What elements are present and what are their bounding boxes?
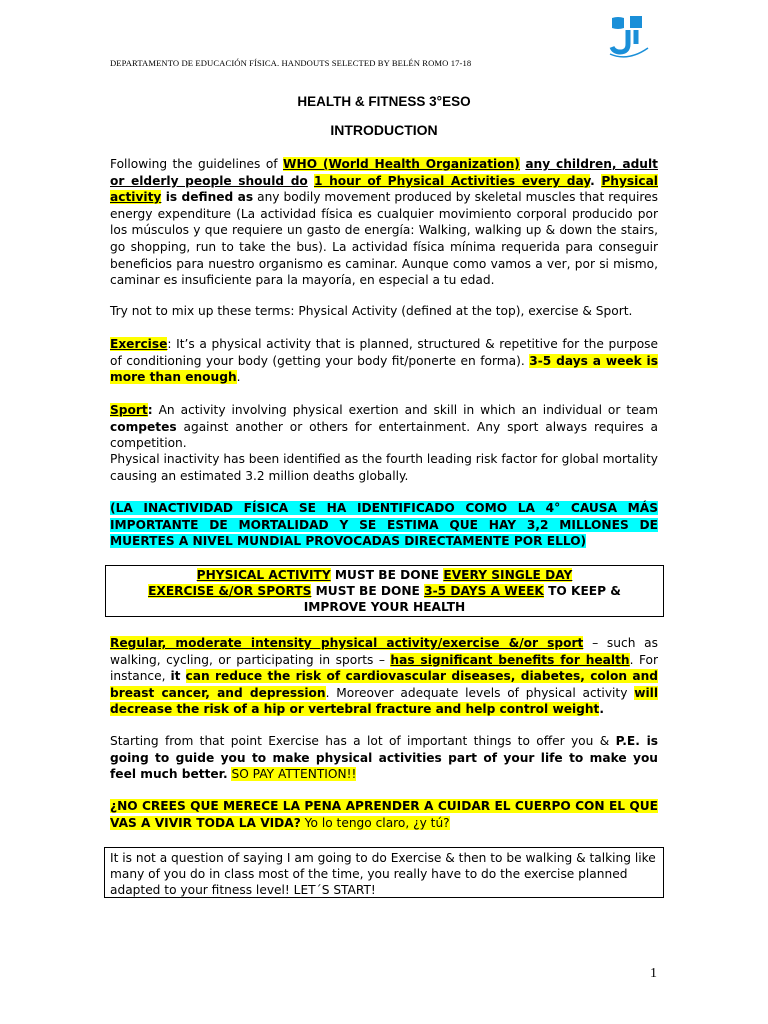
document-title: HEALTH & FITNESS 3°ESO	[297, 94, 471, 109]
pe-paragraph: Starting from that point Exercise has a lot of important things to offer you & P.E. is going to guide you to make physical activities part of your life to make you feel much better. SO PAY ATTENTION!!	[110, 734, 659, 782]
key-rules-box: PHYSICAL ACTIVITY MUST BE DONE EVERY SINGLE DAY EXERCISE &/OR SPORTS MUST BE DONE 3-5 DAYS A WEEK TO KEEP & IMPROVE YOUR HEALTH	[105, 565, 664, 617]
page-number: 1	[650, 966, 657, 981]
question-paragraph: ¿NO CREES QUE MERECE LA PENA APRENDER A CUIDAR EL CUERPO CON EL QUE VAS A VIVIR TODA LA VIDA? Yo lo tengo claro, ¿y tú?	[110, 799, 658, 830]
sport-paragraph: Sport: An activity involving physical exertion and skill in which an individual or team competes against another or others for entertainment. Any sport always requires a competition.	[110, 403, 658, 451]
terms-paragraph: Try not to mix up these terms: Physical Activity (defined at the top), exercise & Sport.	[110, 304, 633, 318]
inactivity-spanish-paragraph: (LA INACTIVIDAD FÍSICA SE HA IDENTIFICADO COMO LA 4° CAUSA MÁS IMPORTANTE DE MORTALIDAD Y SE ESTIMA QUE HAY 3,2 MILLONES DE MUERTES A NIVEL MUNDIAL PROVOCADAS DIRECTAMENTE POR ELLO)	[110, 501, 658, 549]
page-header: DEPARTAMENTO DE EDUCACIÓN FÍSICA. HANDOUTS SELECTED BY BELÉN ROMO 17-18	[110, 58, 472, 68]
intro-paragraph: Following the guidelines of WHO (World Health Organization) any children, adult or elderly people should do 1 hour of Physical Activities every day. Physical activity is defined as any bodily movement produced by skeletal muscles that requires energy expenditure (La actividad física es cualquier movimiento corporal producido por los músculos y que requiere un gasto de energía: Walking, walking up & down the stairs, go shopping, run to take the bus). La actividad física mínima requerida para conseguir beneficios para nuestro organismo es caminar. Aunque como vamos a ver, por si mismo, caminar es insuficiente para la mayoría, en especial a tu edad.	[110, 157, 658, 288]
school-logo	[606, 14, 652, 60]
inactivity-paragraph: Physical inactivity has been identified as the fourth leading risk factor for global mortality causing an estimated 3.2 million deaths globally.	[110, 452, 658, 483]
exercise-paragraph: Exercise: It’s a physical activity that is planned, structured & repetitive for the purpose of conditioning your body (getting your body fit/ponerte en forma). 3-5 days a week is more than enough.	[110, 337, 658, 385]
benefits-paragraph: Regular, moderate intensity physical activity/exercise &/or sport – such as walking, cycling, or participating in sports – has significant benefits for health. For instance, it can reduce the risk of cardiovascular diseases, diabetes, colon and breast cancer, and depression. Moreover adequate levels of physical activity will decrease the risk of a hip or vertebral fracture and help control weight.	[110, 636, 659, 717]
closing-box: It is not a question of saying I am going to do Exercise & then to be walking & talking like many of you do in class most of the time, you really have to do the exercise planned adapted to your fitness level! LET´S START!	[104, 847, 664, 898]
document-subtitle: INTRODUCTION	[330, 122, 438, 138]
